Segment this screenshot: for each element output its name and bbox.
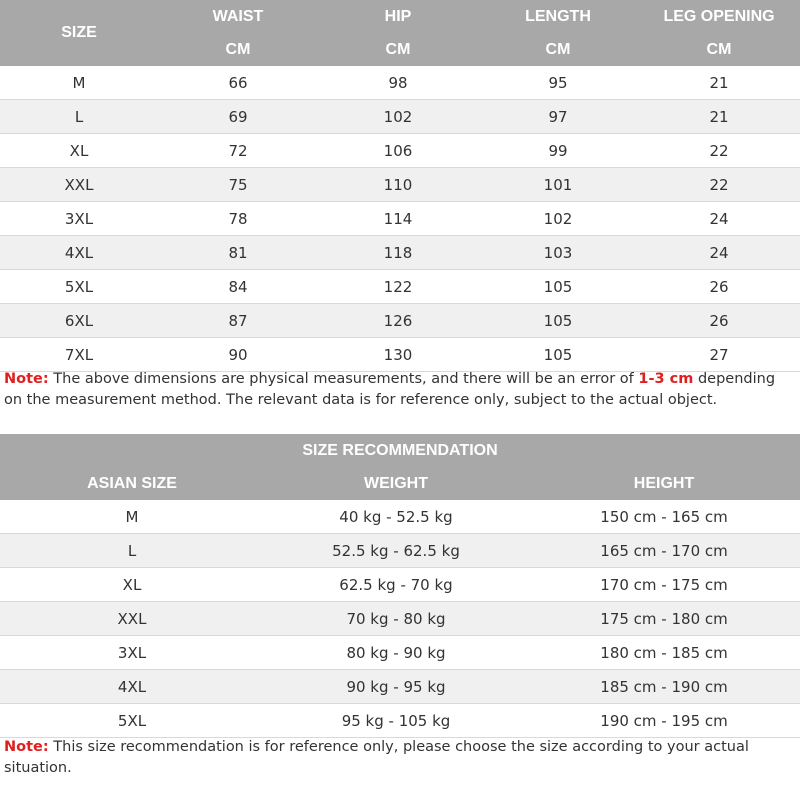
table-row xyxy=(0,304,800,338)
height-cell: 150 cm - 165 cm xyxy=(528,500,800,534)
length-cell: 97 xyxy=(478,100,638,134)
asian-size-cell: 5XL xyxy=(0,704,264,738)
waist-cell: 69 xyxy=(158,100,318,134)
length-cell: 105 xyxy=(478,304,638,338)
size-cell: 6XL xyxy=(0,304,158,338)
asian-size-cell: L xyxy=(0,534,264,568)
weight-cell: 90 kg - 95 kg xyxy=(264,670,528,704)
size-chart-header-row xyxy=(0,0,800,33)
waist-column-header: WAIST xyxy=(158,0,318,33)
leg-opening-cell: 22 xyxy=(638,168,800,202)
recommendation-note xyxy=(4,737,796,779)
waist-cell: 72 xyxy=(158,134,318,168)
table-row xyxy=(0,66,800,100)
height-cell: 185 cm - 190 cm xyxy=(528,670,800,704)
note-label: Note: xyxy=(4,739,49,755)
leg-opening-cell: 21 xyxy=(638,66,800,100)
hip-unit: CM xyxy=(318,33,478,66)
table-row xyxy=(0,168,800,202)
waist-cell: 66 xyxy=(158,66,318,100)
hip-cell: 118 xyxy=(318,236,478,270)
hip-cell: 106 xyxy=(318,134,478,168)
hip-cell: 126 xyxy=(318,304,478,338)
height-cell: 170 cm - 175 cm xyxy=(528,568,800,602)
size-chart-table xyxy=(0,0,800,372)
size-cell: 5XL xyxy=(0,270,158,304)
error-range-highlight: 1-3 cm xyxy=(638,371,694,387)
size-cell: M xyxy=(0,66,158,100)
asian-size-cell: 3XL xyxy=(0,636,264,670)
recommendation-title: SIZE RECOMMENDATION xyxy=(0,434,800,467)
asian-size-cell: M xyxy=(0,500,264,534)
weight-cell: 80 kg - 90 kg xyxy=(264,636,528,670)
size-cell: 4XL xyxy=(0,236,158,270)
length-cell: 105 xyxy=(478,270,638,304)
note-text-continued: depending on the measurement method. The relevant data is for reference only, subject to the actual object. xyxy=(4,371,776,408)
note-label: Note: xyxy=(4,371,49,387)
waist-unit: CM xyxy=(158,33,318,66)
length-cell: 99 xyxy=(478,134,638,168)
leg-opening-cell: 26 xyxy=(638,304,800,338)
size-cell: 7XL xyxy=(0,338,158,372)
leg-opening-cell: 26 xyxy=(638,270,800,304)
waist-cell: 81 xyxy=(158,236,318,270)
length-column-header: LENGTH xyxy=(478,0,638,33)
hip-cell: 122 xyxy=(318,270,478,304)
height-cell: 180 cm - 185 cm xyxy=(528,636,800,670)
measurement-note xyxy=(4,369,796,411)
leg-opening-cell: 27 xyxy=(638,338,800,372)
length-unit: CM xyxy=(478,33,638,66)
hip-column-header: HIP xyxy=(318,0,478,33)
weight-cell: 70 kg - 80 kg xyxy=(264,602,528,636)
table-row xyxy=(0,602,800,636)
table-row xyxy=(0,568,800,602)
waist-cell: 78 xyxy=(158,202,318,236)
weight-cell: 40 kg - 52.5 kg xyxy=(264,500,528,534)
size-cell: XL xyxy=(0,134,158,168)
size-recommendation-table xyxy=(0,434,800,738)
table-row xyxy=(0,100,800,134)
table-row xyxy=(0,270,800,304)
weight-cell: 52.5 kg - 62.5 kg xyxy=(264,534,528,568)
table-row xyxy=(0,236,800,270)
height-column-header: HEIGHT xyxy=(528,467,800,500)
length-cell: 95 xyxy=(478,66,638,100)
asian-size-cell: XL xyxy=(0,568,264,602)
hip-cell: 114 xyxy=(318,202,478,236)
asian-size-cell: 4XL xyxy=(0,670,264,704)
waist-cell: 90 xyxy=(158,338,318,372)
note-text: This size recommendation is for reference only, please choose the size according to your actual situation. xyxy=(4,739,749,776)
weight-column-header: WEIGHT xyxy=(264,467,528,500)
hip-cell: 130 xyxy=(318,338,478,372)
asian-size-cell: XXL xyxy=(0,602,264,636)
hip-cell: 110 xyxy=(318,168,478,202)
table-row xyxy=(0,134,800,168)
table-row xyxy=(0,500,800,534)
hip-cell: 98 xyxy=(318,66,478,100)
height-cell: 175 cm - 180 cm xyxy=(528,602,800,636)
asian-size-column-header: ASIAN SIZE xyxy=(0,467,264,500)
table-row xyxy=(0,636,800,670)
size-cell: XXL xyxy=(0,168,158,202)
table-row xyxy=(0,534,800,568)
length-cell: 103 xyxy=(478,236,638,270)
table-row xyxy=(0,202,800,236)
height-cell: 190 cm - 195 cm xyxy=(528,704,800,738)
height-cell: 165 cm - 170 cm xyxy=(528,534,800,568)
leg-opening-cell: 22 xyxy=(638,134,800,168)
waist-cell: 87 xyxy=(158,304,318,338)
length-cell: 102 xyxy=(478,202,638,236)
recommendation-title-row xyxy=(0,434,800,467)
leg-opening-column-header: LEG OPENING xyxy=(638,0,800,33)
waist-cell: 75 xyxy=(158,168,318,202)
size-cell: 3XL xyxy=(0,202,158,236)
table-row xyxy=(0,670,800,704)
waist-cell: 84 xyxy=(158,270,318,304)
leg-opening-cell: 24 xyxy=(638,202,800,236)
hip-cell: 102 xyxy=(318,100,478,134)
size-cell: L xyxy=(0,100,158,134)
length-cell: 105 xyxy=(478,338,638,372)
weight-cell: 95 kg - 105 kg xyxy=(264,704,528,738)
leg-opening-cell: 21 xyxy=(638,100,800,134)
length-cell: 101 xyxy=(478,168,638,202)
table-row xyxy=(0,704,800,738)
note-text: The above dimensions are physical measurements, and there will be an error of xyxy=(48,371,639,387)
size-column-header: SIZE xyxy=(0,0,158,66)
weight-cell: 62.5 kg - 70 kg xyxy=(264,568,528,602)
leg-opening-unit: CM xyxy=(638,33,800,66)
leg-opening-cell: 24 xyxy=(638,236,800,270)
recommendation-header-row xyxy=(0,467,800,500)
table-row xyxy=(0,338,800,372)
